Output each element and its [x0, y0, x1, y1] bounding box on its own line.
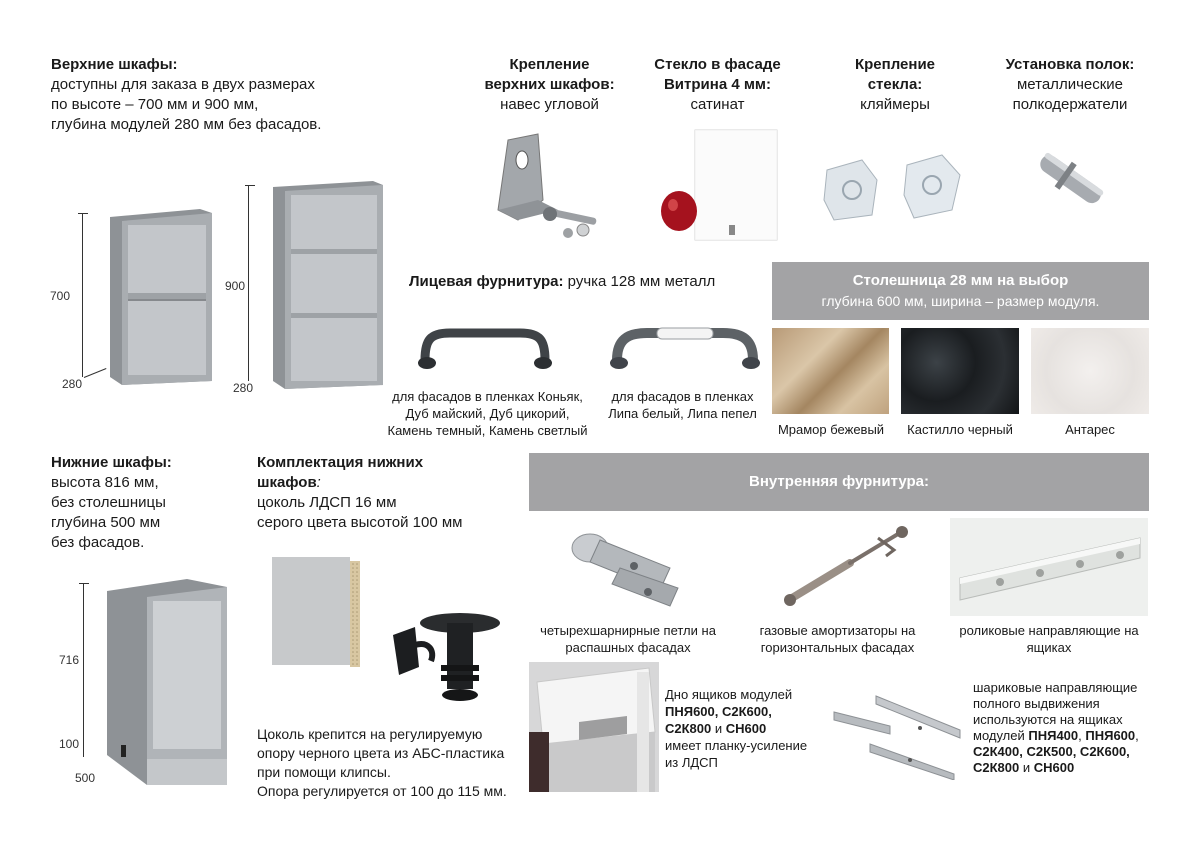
kit-note — [257, 725, 527, 801]
mount-text — [462, 55, 637, 115]
gas-caption-2: горизонтальных фасадах — [760, 640, 915, 655]
handle-dark-caption — [385, 388, 590, 439]
mount-desc: навес угловой — [500, 96, 599, 113]
upper-line-3: глубина модулей 280 мм без фасадов. — [51, 116, 322, 133]
swatch-label-3: Антарес — [1065, 422, 1115, 437]
ball-line-4a: модулей — [973, 728, 1029, 743]
glass-title-1: Стекло в фасаде — [654, 56, 781, 73]
dim-900: 900 — [225, 279, 246, 293]
glass-title-2: Витрина 4 мм: — [663, 76, 772, 93]
handle-light-image — [605, 305, 765, 380]
glass-mount-desc: кляймеры — [860, 96, 930, 113]
roller-runner-image — [950, 518, 1148, 616]
drawer-image — [529, 662, 659, 792]
shelves-desc-2: полкодержатели — [1012, 96, 1128, 113]
drawer-line-1: Дно ящиков модулей — [665, 687, 793, 702]
kit-title-1: Комплектация нижних — [257, 454, 424, 471]
ball-line-3: используются на ящиках — [973, 712, 1123, 727]
ball-line-6a: С2К800 — [973, 760, 1020, 775]
swatch-label-2: Кастилло черный — [907, 422, 1013, 437]
mount-bracket-image — [488, 130, 618, 240]
swatch-label-1: Мрамор бежевый — [777, 422, 885, 437]
glass-clamps-image — [822, 150, 972, 230]
drawer-line-3c: СН600 — [725, 721, 767, 736]
handle-dark-image — [410, 305, 560, 380]
handle-light-caption — [595, 388, 770, 422]
upper-cabinet-900-shape — [265, 179, 390, 389]
drawer-line-2: ПНЯ600, С2К600, — [665, 704, 772, 719]
kit-text — [257, 453, 517, 533]
drawer-line-5: из ЛДСП — [665, 755, 718, 770]
lower-cabinets-title: Нижние шкафы: — [51, 454, 172, 471]
upper-cabinet-700-shape — [100, 205, 220, 385]
dim-700: 700 — [50, 289, 71, 303]
dim-100: 100 — [59, 737, 80, 751]
upper-line-2: по высоте – 700 мм и 900 мм, — [51, 96, 259, 113]
kit-line-1: цоколь ЛДСП 16 мм — [257, 494, 397, 511]
inner-hardware-title: Внутренняя фурнитура: — [749, 473, 929, 490]
lower-line-4: без фасадов. — [51, 534, 145, 551]
glass-text — [635, 55, 800, 115]
swatch-marble-beige — [772, 328, 889, 414]
shelves-desc-1: металлические — [1016, 76, 1124, 93]
gas-caption-1: газовые амортизаторы на — [759, 623, 916, 638]
handles-title: Лицевая фурнитура: — [409, 273, 564, 290]
ball-line-4b: ПНЯ400 — [1028, 728, 1079, 743]
roller-caption — [948, 622, 1150, 656]
kit-line-2: серого цвета высотой 100 мм — [257, 514, 463, 531]
dim-280-a: 280 — [62, 377, 83, 391]
ball-line-2: полного выдвижения — [973, 696, 1100, 711]
upper-cabinets-title: Верхние шкафы: — [51, 56, 178, 73]
glass-mount-text — [820, 55, 970, 115]
roller-caption-2: ящиках — [1026, 640, 1072, 655]
gas-strut-image — [770, 518, 930, 613]
gas-caption — [740, 622, 935, 656]
glass-panel-image — [655, 125, 785, 245]
handles-header — [409, 272, 769, 292]
dim-716: 716 — [59, 653, 80, 667]
inner-hardware-banner — [529, 453, 1149, 511]
adjustable-leg-image — [385, 605, 505, 715]
glass-mount-title-2: стекла: — [867, 76, 923, 93]
swatch-castillo-black — [901, 328, 1019, 414]
lower-cabinet-image — [55, 575, 235, 790]
lower-line-3: глубина 500 мм — [51, 514, 161, 531]
upper-line-1: доступны для заказа в двух размерах — [51, 76, 315, 93]
ball-line-5: С2К400, С2К500, С2К600, — [973, 744, 1130, 759]
upper-cabinet-900-image — [225, 175, 395, 400]
dim-500: 500 — [75, 771, 96, 785]
drawer-line-4: имеет планку-усиление — [665, 738, 808, 753]
mount-title-1: Крепление — [509, 56, 590, 73]
plinth-panel-image — [268, 555, 368, 670]
ball-line-6b: и — [1019, 760, 1034, 775]
glass-desc: сатинат — [690, 96, 745, 113]
handle-dark-caption-2: Дуб майский, Дуб цикорий, — [405, 406, 570, 421]
hinges-caption — [528, 622, 728, 656]
drawer-line-3b: и — [711, 721, 726, 736]
shelves-text — [985, 55, 1155, 115]
swatch-antares — [1031, 328, 1149, 414]
glass-mount-title-1: Крепление — [854, 56, 936, 73]
hinges-caption-1: четырехшарнирные петли на — [540, 623, 716, 638]
upper-cabinets-text — [51, 55, 371, 135]
lower-line-2: без столешницы — [51, 494, 166, 511]
handle-dark-caption-3: Камень темный, Камень светлый — [387, 423, 588, 438]
handle-light-caption-1: для фасадов в пленках — [611, 389, 754, 404]
dim-280-b: 280 — [233, 381, 254, 395]
ball-line-4e: , — [1135, 728, 1139, 743]
ball-line-4d: ПНЯ600 — [1085, 728, 1136, 743]
ball-line-1: шариковые направляющие — [973, 680, 1138, 695]
lower-cabinets-text — [51, 453, 251, 553]
mount-title-2: верхних шкафов: — [484, 76, 615, 93]
roller-caption-1: роликовые направляющие на — [959, 623, 1139, 638]
countertop-title: Столешница 28 мм на выбор — [852, 272, 1069, 289]
kit-note-4: Опора регулируется от 100 до 115 мм. — [257, 783, 507, 799]
countertop-subtitle: глубина 600 мм, ширина – размер модуля. — [821, 293, 1100, 309]
hinges-caption-2: распашных фасадах — [565, 640, 691, 655]
kit-note-2: опору черного цвета из АБС-пластика — [257, 745, 505, 761]
countertop-banner — [772, 262, 1149, 320]
hinge-image — [560, 518, 690, 613]
kit-title-colon: : — [316, 474, 321, 491]
drawer-line-3a: С2К800 — [665, 721, 712, 736]
handle-light-caption-2: Липа белый, Липа пепел — [608, 406, 757, 421]
drawer-text — [665, 686, 835, 771]
lower-cabinet-shape — [103, 575, 233, 785]
handle-dark-caption-1: для фасадов в пленках Коньяк, — [392, 389, 583, 404]
ball-runner-image — [830, 690, 965, 780]
upper-cabinet-700-image — [40, 205, 230, 395]
ball-line-4c: , — [1078, 728, 1086, 743]
handles-desc: ручка 128 мм металл — [563, 273, 716, 290]
kit-note-1: Цоколь крепится на регулируемую — [257, 726, 483, 742]
ball-line-6c: СН600 — [1033, 760, 1075, 775]
ball-text — [973, 680, 1158, 776]
kit-title-2: шкафов — [257, 474, 317, 491]
lower-line-1: высота 816 мм, — [51, 474, 159, 491]
shelf-support-image — [1025, 140, 1115, 220]
shelves-title: Установка полок: — [1005, 56, 1135, 73]
kit-note-3: при помощи клипсы. — [257, 764, 391, 780]
